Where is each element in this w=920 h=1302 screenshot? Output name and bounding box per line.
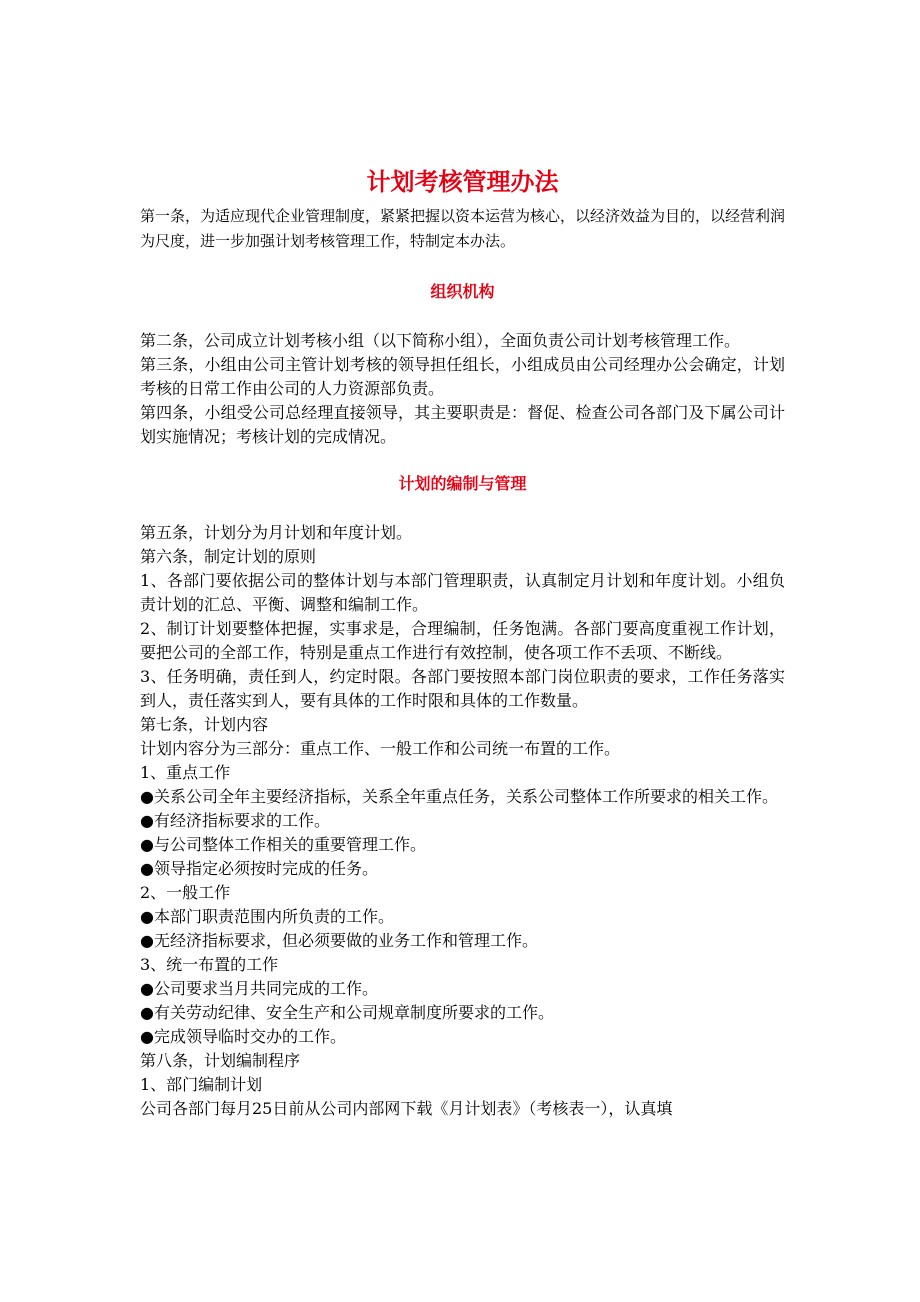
plan-content-summary: 计划内容分为三部分：重点工作、一般工作和公司统一布置的工作。: [140, 739, 621, 758]
unified-work-heading: 3、统一布置的工作: [140, 955, 279, 974]
article-2: 第二条，公司成立计划考核小组（以下简称小组），全面负责公司计划考核管理工作。: [140, 331, 741, 350]
general-work-heading: 2、一般工作: [140, 883, 231, 902]
bullet-item: ● 完成领导临时交办的工作。: [140, 1025, 785, 1049]
article-7: 第七条，计划内容: [140, 715, 269, 734]
principle-1: 1、各部门要依据公司的整体计划与本部门管理职责，认真制定月计划和年度计划。小组负责计划的汇总、平衡、调整和编制工作。: [140, 571, 785, 614]
dept-plan-text: 公司各部门每月25日前从公司内部网下载《月计划表》（考核表一），认真填: [140, 1099, 673, 1118]
bullet-item: ● 与公司整体工作相关的重要管理工作。: [140, 833, 785, 857]
article-6: 第六条，制定计划的原则: [140, 547, 317, 566]
document-page: [140, 166, 785, 1121]
article-8: 第八条，计划编制程序: [140, 1051, 301, 1070]
section-heading-organization: 组织机构: [430, 282, 495, 301]
section-heading-plan-management: 计划的编制与管理: [398, 474, 527, 493]
article-4: 第四条，小组受公司总经理直接领导，其主要职责是：督促、检查公司各部门及下属公司计划实施情况；考核计划的完成情况。: [140, 403, 785, 446]
bullet-item: ● 有经济指标要求的工作。: [140, 809, 785, 833]
bullet-item: ● 本部门职责范围内所负责的工作。: [140, 905, 785, 929]
article-5: 第五条，计划分为月计划和年度计划。: [140, 523, 413, 542]
bullet-item: ● 无经济指标要求，但必须要做的业务工作和管理工作。: [140, 929, 785, 953]
dept-plan-heading: 1、部门编制计划: [140, 1075, 263, 1094]
bullet-item: ● 公司要求当月共同完成的工作。: [140, 977, 785, 1001]
principle-3: 3、任务明确，责任到人，约定时限。各部门要按照本部门岗位职责的要求，工作任务落实到人，责任落实到人，要有具体的工作时限和具体的工作数量。: [140, 667, 785, 710]
article-3: 第三条，小组由公司主管计划考核的领导担任组长，小组成员由公司经理办公会确定，计划考核的日常工作由公司的人力资源部负责。: [140, 355, 785, 398]
bullet-item: ● 关系公司全年主要经济指标，关系全年重点任务，关系公司整体工作所要求的相关工作。: [140, 785, 785, 809]
bullet-item: ● 有关劳动纪律、安全生产和公司规章制度所要求的工作。: [140, 1001, 785, 1025]
key-work-heading: 1、重点工作: [140, 763, 231, 782]
principle-2: 2、制订计划要整体把握，实事求是，合理编制，任务饱满。各部门要高度重视工作计划，要把公司的全部工作，特别是重点工作进行有效控制，使各项工作不丢项、不断线。: [140, 619, 785, 662]
document-title: 计划考核管理办法: [366, 168, 559, 196]
bullet-item: ● 领导指定必须按时完成的任务。: [140, 857, 785, 881]
intro-paragraph: 第一条，为适应现代企业管理制度，紧紧把握以资本运营为核心，以经济效益为目的，以经营利润为尺度，进一步加强计划考核管理工作，特制定本办法。: [140, 207, 786, 250]
